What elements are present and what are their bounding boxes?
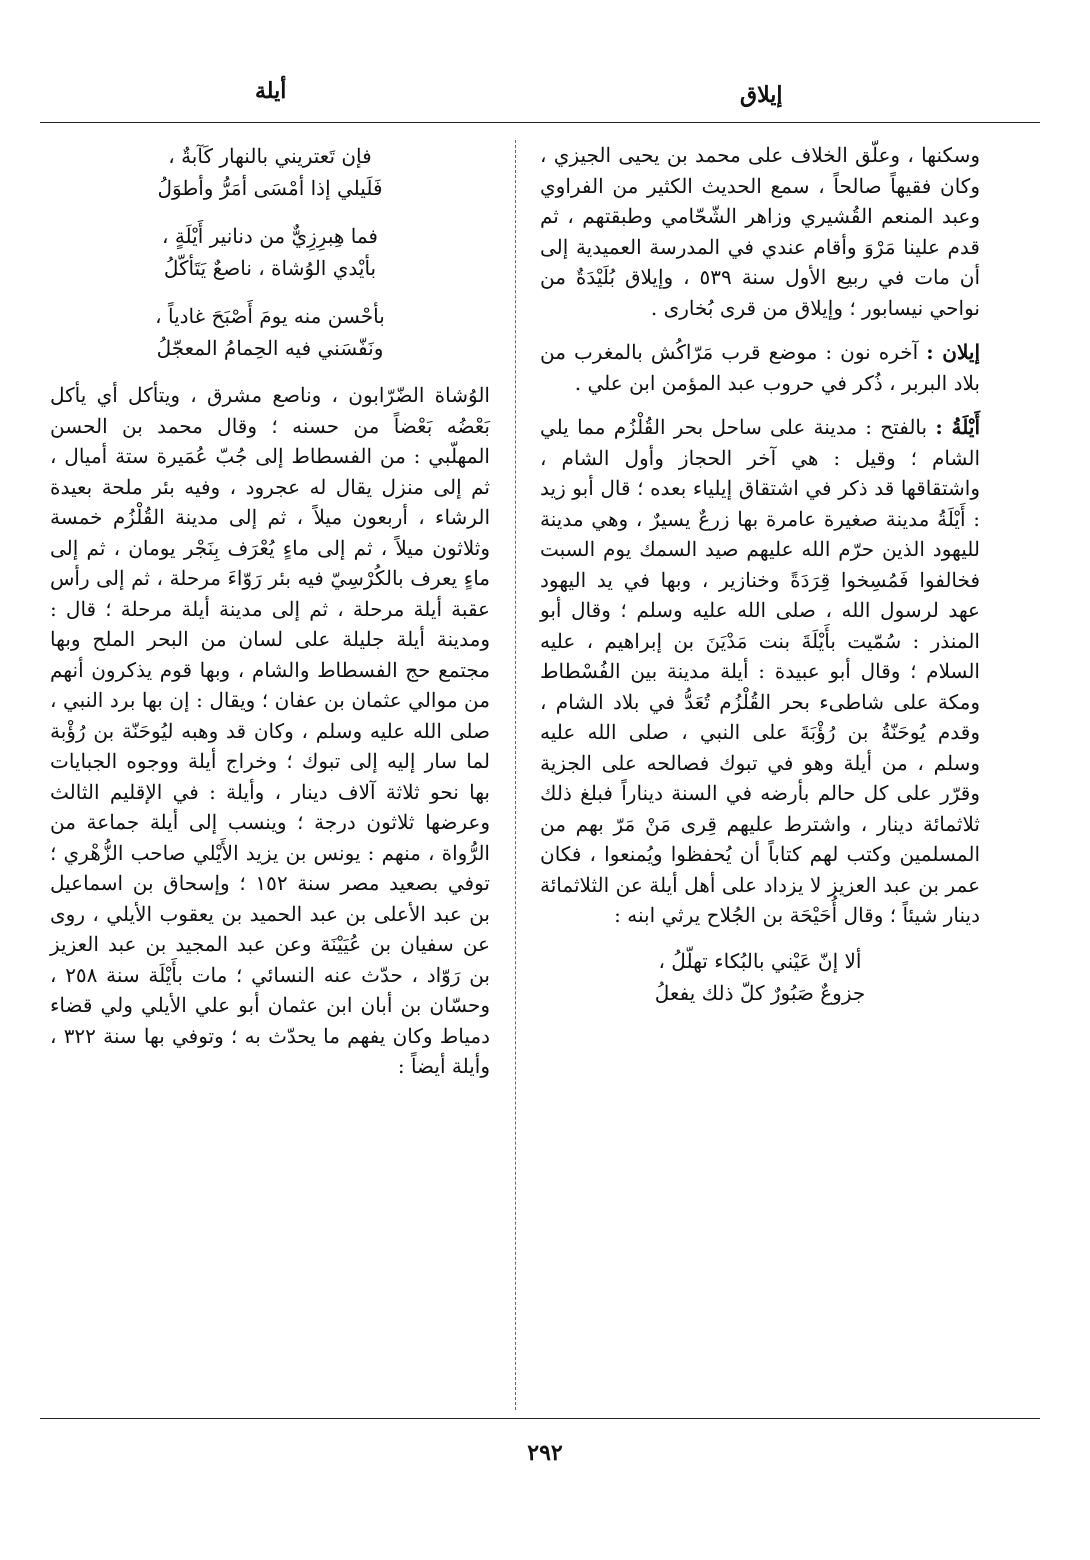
verse-line: جزوعٌ صَبُورٌ كلّ ذلك يفعلُ (654, 980, 866, 1005)
verse-2 (50, 220, 490, 284)
paragraph-ayla-continued: الوُشاة الضّرّابون ، وناصع مشرق ، ويتأكل أي يأكل بَعْضُه بَعْضاً من حسنه ؛ وقال محمد بن الحسن المهلّبي : من الفسطاط إلى جُبّ عُمَيرة ستة أميال ، ثم إلى منزل يقال له عجرود ، وفيه بئر ملحة بعيدة الرشاء ، أربعون ميلاً ، ثم إلى مدينة القُلْزُم خمسة وثلاثون ميلاً ، ثم إلى ماءٍ يُعْرَف بِنَجْر يومان ، ثم إلى ماءٍ يعرف بالكُرْسِيّ فيه بئر رَوّاءَ مرحلة ، ثم إلى رأس عقبة أيلة مرحلة ، ثم إلى مدينة أيلة مرحلة ؛ قال : ومدينة أيلة جليلة على لسان من البحر الملح وبها مجتمع حج الفسطاط والشام ، وبها قوم يذكرون أنهم من موالي عثمان بن عفان ؛ ويقال : إن بها برد النبي ، صلى الله عليه وسلم ، وكان قد وهبه ليُوحَنّة بن رُؤْبة لما سار إليه إلى تبوك ؛ وخراج أيلة ووجوه الجبايات بها نحو ثلاثة آلاف دينار ، وأيلة : في الإقليم الثالث وعرضها ثلاثون درجة ؛ وينسب إلى أيلة جماعة من الرُّواة ، منهم : يونس بن يزيد الأَيْلي صاحب الزُّهْري ؛ توفي بصعيد مصر سنة ١٥٢ ؛ وإسحاق بن اسماعيل بن عبد الأعلى بن عبد الحميد بن يعقوب الأيلي ، روى عن سفيان بن عُيَيْنَة وعن عبد المجيد بن عبد العزيز بن رَوّاد ، حدّث عنه النسائي ؛ مات بأَيْلَة سنة ٢٥٨ ، وحسّان بن أبان ابن عثمان أبو علي الأيلي ولي قضاء دمياط وكان يفهم ما يحدّث به ؛ وتوفي بها سنة ٣٢٢ ، وأيلة أيضاً : (50, 383, 491, 1078)
entry-ilan (540, 337, 980, 398)
verse-line: بأحْسن منه يومَ أَصْبَحَ غادياً ، (155, 304, 385, 328)
verse-line: ونَفّسَني فيه الحِمامُ المعجّلُ (156, 336, 384, 360)
entry-ayla (540, 412, 980, 931)
entry-ilan-body: آخره نون : موضع قرب مَرّاكُش بالمغرب من بلاد البربر ، ذُكر في حروب عبد المؤمن ابن علي . (540, 340, 980, 395)
top-rule (40, 122, 1040, 123)
page-number: ٢٩٢ (527, 1440, 563, 1466)
paragraph-ilaq-continued: وسكنها ، وعلّق الخلاف على محمد بن يحيى الجيزي ، وكان فقيهاً صالحاً ، سمع الحديث الكثير من الفراوي وعبد المنعم القُشيري وزاهر الشّحّامي وطبقتهم ، ثم قدم علينا مَرْوَ وأقام عندي في المدرسة العميدية إلى أن مات في ربيع الأول سنة ٥٣٩ ، وإيلاق بُلَيْدَةٌ من نواحي نيسابور ؛ وإيلاق من قرى بُخارى . (540, 143, 980, 320)
verse-line: ألا إنّ عَيْني بالبُكاء تهلّلُ ، (658, 948, 862, 973)
verse-line: بأيْدي الوُشاة ، ناصعٌ يَتَأكّلُ (163, 256, 377, 280)
verse-line: فَلَيلي إذا أمْسَى أمَرُّ وأطوَلُ (157, 176, 383, 200)
verse-line: فما هِبرِزِيٌّ من دنانير أَيْلَةٍ ، (162, 224, 378, 248)
headword-ayla: أَيْلَةُ : (935, 415, 980, 439)
right-column (540, 140, 980, 1023)
headword-ilan: إيلان : (926, 340, 981, 364)
verse-line: فإن تَعتريني بالنهار كَآبةٌ ، (168, 144, 372, 168)
column-divider (515, 140, 516, 1410)
header-left-title: أيلة (255, 78, 287, 104)
bottom-rule (40, 1418, 1040, 1419)
verse-1 (50, 140, 490, 204)
left-column (50, 140, 490, 1096)
verse-right (540, 945, 980, 1009)
entry-ayla-body: بالفتح : مدينة على ساحل بحر القُلْزُم مما يلي الشام ؛ وقيل : هي آخر الحجاز وأول الشام ، واشتقاقها قد ذكر في اشتقاق إيلياء بعده ؛ قال أبو زيد : أَيْلَةُ مدينة صغيرة عامرة بها زرعٌ يسيرٌ ، وهي مدينة لليهود الذين حرّم الله عليهم صيد السمك يوم السبت فخالفوا فَمُسِخوا قِرَدَةً وخنازير ، وبها في يد اليهود عهد لرسول الله ، صلى الله عليه وسلم ؛ وقال أبو المنذر : سُمّيت بأَيْلَةَ بنت مَدْيَنَ بن إبراهيم ، عليه السلام ؛ وقال أبو عبيدة : أيلة مدينة بين الفُسْطاط ومكة على شاطىء بحر القُلْزُم تُعَدُّ في بلاد الشام ، وقدم يُوحَنّةُ بن رُؤْبَةَ على النبي ، صلى الله عليه وسلم ، من أيلة وهو في تبوك فصالحه على الجزية وقرّر على كل حالم بأرضه في السنة ديناراً فبلغ ذلك ثلاثمائة دينار ، واشترط عليهم قِرى مَنْ مَرّ بهم من المسلمين وكتب لهم كتاباً أن يُحفظوا ويُمنعوا ، فكان عمر بن عبد العزيز لا يزداد على أهل أيلة عن الثلاثمائة دينار شيئاً ؛ وقال أُحَيْحَة بن الجُلاح يرثي ابنه : (540, 415, 980, 927)
header-right-title: إيلاق (740, 82, 783, 108)
verse-3 (50, 300, 490, 364)
